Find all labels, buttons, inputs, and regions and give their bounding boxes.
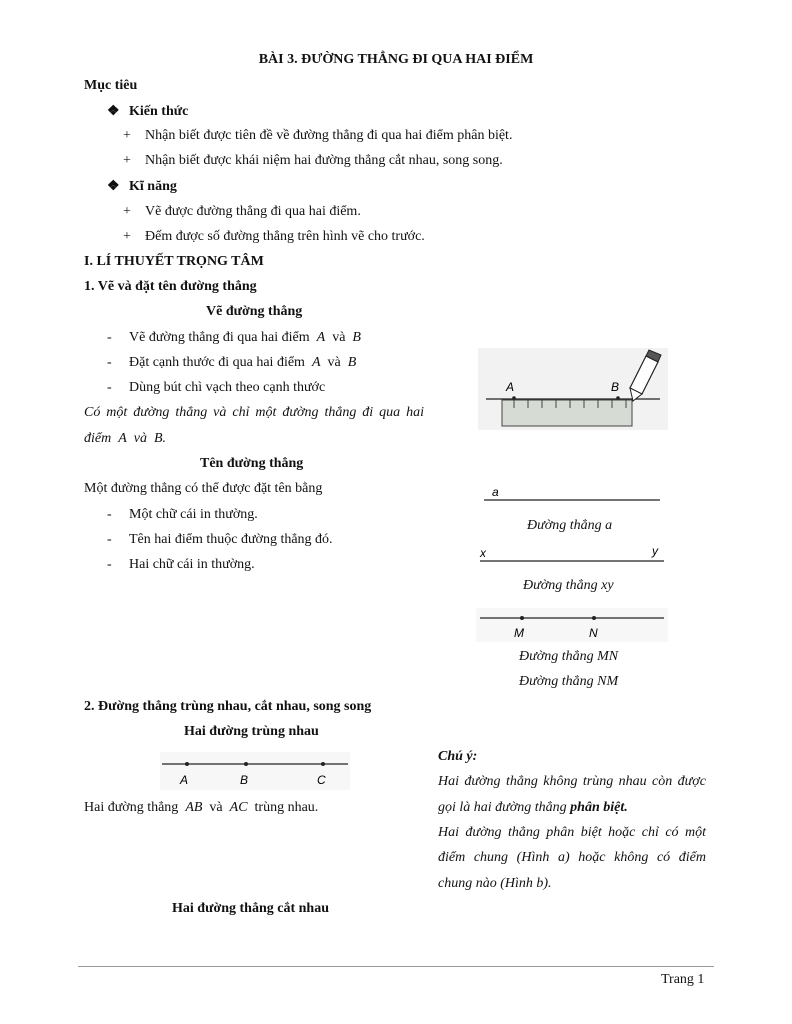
ruler-label-b: B bbox=[611, 380, 620, 394]
point-a-label: A bbox=[180, 773, 189, 787]
intersect-title: Hai đường thẳng cắt nhau bbox=[172, 901, 329, 916]
line-x-label: x bbox=[480, 546, 486, 560]
skills-heading bbox=[107, 178, 177, 195]
diamond-bullet-icon: ❖ bbox=[107, 104, 120, 119]
objectives-heading: Mục tiêu bbox=[84, 78, 138, 93]
line-name-item: - Một chữ cái in thường. bbox=[107, 507, 258, 522]
draw-step: - Vẽ đường thẳng đi qua hai điểm A và B bbox=[107, 330, 361, 345]
diamond-bullet-icon: ❖ bbox=[107, 179, 120, 194]
draw-line-title: Vẽ đường thẳng bbox=[206, 304, 303, 319]
line-xy-figure bbox=[476, 541, 668, 567]
skills-item: + Đếm được số đường thẳng trên hình vẽ cho trước. bbox=[123, 229, 425, 244]
line-a-figure bbox=[478, 484, 664, 506]
line-name-item: - Hai chữ cái in thường. bbox=[107, 557, 255, 572]
knowledge-heading bbox=[107, 103, 188, 120]
line-mn-caption: Đường thẳng MN bbox=[519, 649, 619, 664]
point-a bbox=[512, 396, 516, 400]
line-name-intro: Một đường thẳng có thể được đặt tên bằng bbox=[84, 481, 323, 496]
line-y-label: y bbox=[652, 544, 658, 558]
subsection-heading-2: 2. Đường thẳng trùng nhau, cắt nhau, song song bbox=[84, 699, 372, 714]
ruler-figure bbox=[478, 348, 668, 430]
knowledge-item: + Nhận biết được khái niệm hai đường thẳng cắt nhau, song song. bbox=[123, 153, 503, 168]
line-nm-caption: Đường thẳng NM bbox=[519, 674, 619, 689]
draw-step: - Dùng bút chì vạch theo cạnh thước bbox=[107, 380, 326, 395]
draw-step: - Đặt cạnh thước đi qua hai điểm A và B bbox=[107, 355, 357, 370]
page-title: BÀI 3. ĐƯỜNG THẲNG ĐI QUA HAI ĐIỂM bbox=[258, 52, 534, 67]
note-line: Hai đường thẳng phân biệt hoặc chỉ có một bbox=[438, 825, 706, 840]
skills-label: Kĩ năng bbox=[129, 179, 177, 194]
line-a-caption: Đường thẳng a bbox=[527, 518, 613, 533]
page-number: Trang 1 bbox=[661, 972, 705, 987]
point-a bbox=[185, 762, 189, 766]
plus-bullet: + bbox=[123, 204, 131, 219]
line-name-item: - Tên hai điểm thuộc đường thẳng đó. bbox=[107, 532, 333, 547]
line-mn-figure bbox=[476, 608, 668, 642]
plus-bullet: + bbox=[123, 229, 131, 244]
knowledge-label: Kiến thức bbox=[129, 104, 189, 119]
point-m bbox=[520, 616, 524, 620]
line-name-title: Tên đường thẳng bbox=[200, 456, 304, 471]
point-c-label: C bbox=[317, 773, 326, 787]
subsection-heading: 1. Vẽ và đặt tên đường thẳng bbox=[84, 279, 257, 294]
line-xy-caption: Đường thẳng xy bbox=[523, 578, 614, 593]
note-title: Chú ý: bbox=[438, 749, 478, 764]
coincide-title: Hai đường trùng nhau bbox=[184, 724, 319, 739]
coincide-text: Hai đường thẳng AB và AC trùng nhau. bbox=[84, 800, 319, 815]
footer-divider bbox=[78, 966, 714, 967]
point-n bbox=[592, 616, 596, 620]
line-a-label: a bbox=[492, 485, 499, 499]
section-heading: I. LÍ THUYẾT TRỌNG TÂM bbox=[84, 254, 264, 269]
point-b bbox=[616, 396, 620, 400]
coincide-figure bbox=[160, 752, 350, 790]
plus-bullet: + bbox=[123, 153, 131, 168]
point-c bbox=[321, 762, 325, 766]
line-n-label: N bbox=[589, 626, 598, 640]
note-line: gọi là hai đường thẳng phân biệt. bbox=[438, 800, 628, 815]
note-line: chung nào (Hình b). bbox=[438, 876, 552, 891]
axiom-line-1: Có một đường thẳng và chỉ một đường thẳng đi qua hai bbox=[84, 405, 424, 420]
note-line: Hai đường thẳng không trùng nhau còn được bbox=[438, 774, 706, 789]
line-m-label: M bbox=[514, 626, 524, 640]
point-b-label: B bbox=[240, 773, 249, 787]
knowledge-item: + Nhận biết được tiên đề về đường thẳng đi qua hai điểm phân biệt. bbox=[123, 128, 513, 143]
axiom-line-2: điểm A và B. bbox=[84, 431, 167, 446]
plus-bullet: + bbox=[123, 128, 131, 143]
point-b bbox=[244, 762, 248, 766]
note-line: điểm chung (Hình a) hoặc không có điểm bbox=[438, 850, 706, 865]
skills-item: + Vẽ được đường thẳng đi qua hai điểm. bbox=[123, 204, 361, 219]
ruler-label-a: A bbox=[506, 380, 515, 394]
